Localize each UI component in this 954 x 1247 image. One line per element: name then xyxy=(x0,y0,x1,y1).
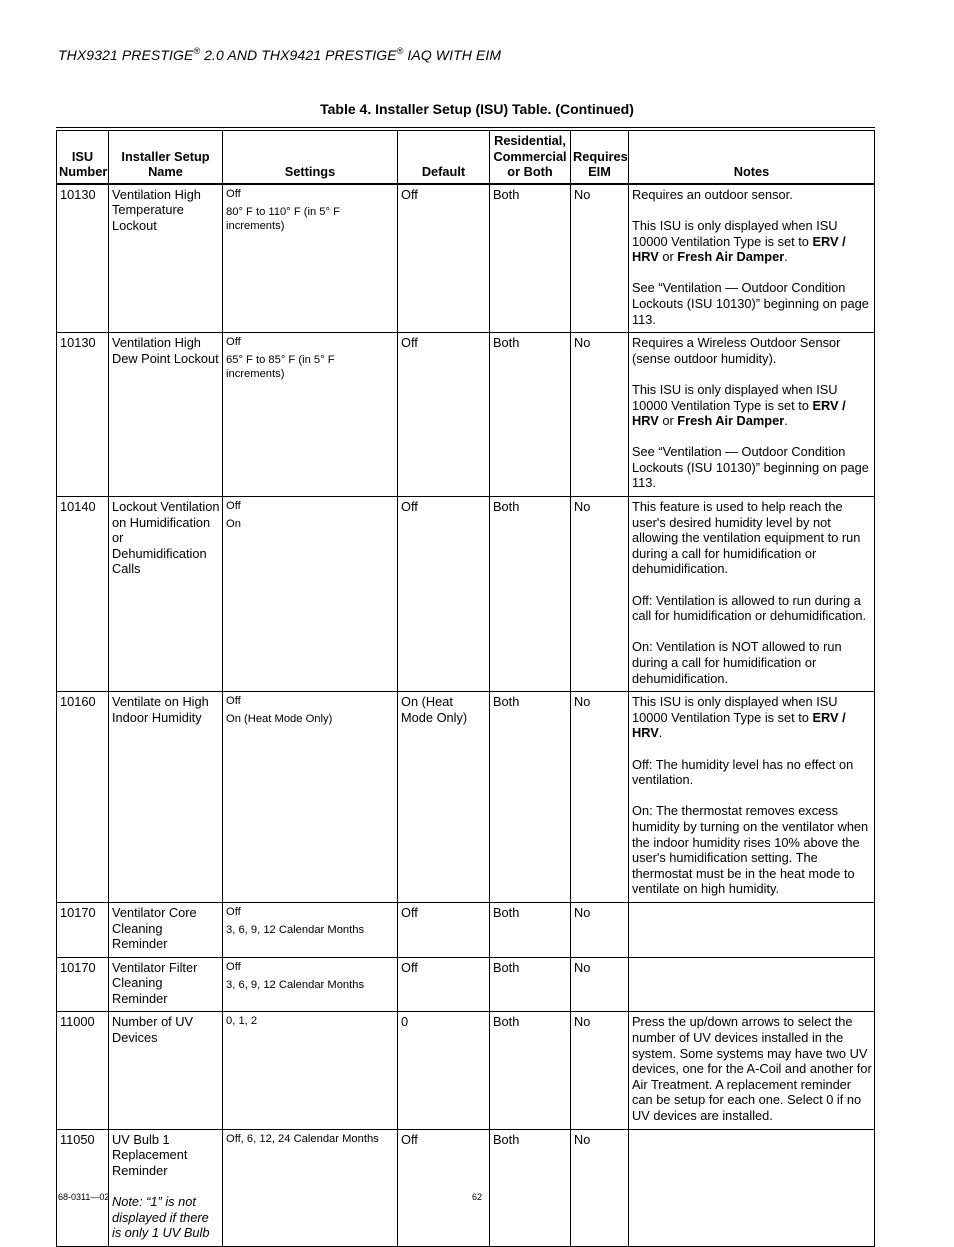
setting-option: On xyxy=(226,518,241,531)
isu-number-cell: 11050 xyxy=(57,1129,109,1246)
setting-option: Off xyxy=(226,500,241,513)
note-text: On: Ventilation is NOT allowed to run during a call for humidification or dehumidification. xyxy=(632,639,842,686)
isu-number-cell: 10130 xyxy=(57,333,109,497)
setting-option: 80° F to 110° F (in 5° F increments) xyxy=(226,205,340,232)
isu-number-cell: 10130 xyxy=(57,184,109,333)
column-header-isu: ISU Number xyxy=(57,129,109,184)
note-paragraph xyxy=(632,803,872,897)
table-row xyxy=(57,184,875,333)
note-paragraph xyxy=(632,639,872,686)
note-emphasis: ERV / HRV xyxy=(632,397,846,429)
table-row xyxy=(57,902,875,957)
residential-commercial-cell: Both xyxy=(490,1129,571,1246)
settings-cell xyxy=(223,957,398,1012)
default-cell: 0 xyxy=(398,1012,490,1129)
document-number: 68-0311—02 xyxy=(58,1192,110,1202)
note-text: or xyxy=(658,413,678,429)
note-text: See “Ventilation — Outdoor Condition Lockouts (ISU 10130)” beginning on page 113. xyxy=(632,444,869,491)
default-cell: On (Heat Mode Only) xyxy=(398,692,490,903)
setting-option: Off xyxy=(226,960,241,973)
document-header xyxy=(58,46,501,63)
default-cell: Off xyxy=(398,184,490,333)
isu-number-cell: 11000 xyxy=(57,1012,109,1129)
notes-cell xyxy=(629,1129,875,1246)
note-text: On: The thermostat removes excess humidity by turning on the ventilator when the indoor humidity rises 10% above the user's humidification setting. The thermostat must be in the heat mode to ventilate on high humidity. xyxy=(632,803,869,897)
notes-cell xyxy=(629,692,875,903)
column-header-eim: Requires EIM xyxy=(571,129,629,184)
table-row xyxy=(57,497,875,692)
setup-name-note: Note: “1” is not displayed if there is only 1 UV Bulb xyxy=(112,1194,210,1241)
note-paragraph xyxy=(632,335,872,366)
column-header-name: Installer Setup Name xyxy=(109,129,223,184)
setup-name-cell xyxy=(109,497,223,692)
residential-commercial-cell: Both xyxy=(490,333,571,497)
setup-name: Ventilate on High Indoor Humidity xyxy=(112,694,209,725)
column-header-settings: Settings xyxy=(223,129,398,184)
table-row xyxy=(57,692,875,903)
note-emphasis: Fresh Air Damper xyxy=(677,413,785,429)
settings-cell xyxy=(223,1012,398,1129)
settings-cell xyxy=(223,497,398,692)
setup-name-cell xyxy=(109,333,223,497)
requires-eim-cell: No xyxy=(571,1129,629,1246)
requires-eim-cell: No xyxy=(571,333,629,497)
setting-option: 65° F to 85° F (in 5° F increments) xyxy=(226,354,335,381)
note-paragraph xyxy=(632,694,872,741)
page-number: 62 xyxy=(471,1192,482,1202)
setup-name: Number of UV Devices xyxy=(112,1014,194,1046)
notes-cell xyxy=(629,1012,875,1129)
notes-cell xyxy=(629,333,875,497)
notes-cell xyxy=(629,184,875,333)
notes-cell xyxy=(629,902,875,957)
isu-number-cell: 10160 xyxy=(57,692,109,903)
setup-name: Ventilation High Temperature Lockout xyxy=(112,186,201,233)
setting-option: Off xyxy=(226,905,241,918)
default-cell: Off xyxy=(398,1129,490,1246)
note-text: This ISU is only displayed when ISU 10000 Ventilation Type is set to xyxy=(632,694,838,725)
note-paragraph xyxy=(632,280,872,327)
table-caption: Table 4. Installer Setup (ISU) Table. (Continued) xyxy=(320,101,634,117)
isu-table xyxy=(56,127,875,1247)
default-cell: Off xyxy=(398,902,490,957)
setup-name-cell xyxy=(109,1129,223,1246)
setup-name: Ventilator Filter Cleaning Reminder xyxy=(112,959,198,1006)
setup-name: UV Bulb 1 Replacement Reminder xyxy=(112,1131,188,1178)
note-paragraph xyxy=(632,499,872,577)
note-text: This ISU is only displayed when ISU 10000 Ventilation Type is set to xyxy=(632,217,838,249)
requires-eim-cell: No xyxy=(571,692,629,903)
isu-number-cell: 10140 xyxy=(57,497,109,692)
default-cell: Off xyxy=(398,957,490,1012)
setup-name: Lockout Ventilation on Humidification or Dehumidification Calls xyxy=(112,499,220,577)
table-row xyxy=(57,957,875,1012)
setting-option: 3, 6, 9, 12 Calendar Months xyxy=(226,978,365,991)
default-cell: Off xyxy=(398,497,490,692)
settings-cell xyxy=(223,692,398,903)
column-header-notes: Notes xyxy=(629,129,875,184)
residential-commercial-cell: Both xyxy=(490,692,571,903)
note-text: . xyxy=(658,725,663,741)
note-paragraph xyxy=(632,757,872,788)
table-row xyxy=(57,1012,875,1129)
header-part-3: IAQ WITH EIM xyxy=(403,47,502,63)
note-emphasis: ERV / HRV xyxy=(632,709,846,741)
setup-name: Ventilator Core Cleaning Reminder xyxy=(112,904,197,952)
notes-cell xyxy=(629,497,875,692)
note-emphasis: Fresh Air Damper xyxy=(677,249,785,265)
note-emphasis: ERV / HRV xyxy=(632,233,846,265)
setup-name-cell xyxy=(109,1012,223,1129)
requires-eim-cell: No xyxy=(571,902,629,957)
settings-cell xyxy=(223,902,398,957)
note-text: Requires an outdoor sensor. xyxy=(632,186,793,202)
table-row xyxy=(57,333,875,497)
setup-name-cell xyxy=(109,957,223,1012)
registered-mark: ® xyxy=(396,46,404,56)
note-text: Press the up/down arrows to select the number of UV devices installed in the system. Some systems may have two UV devices, one for the A-Coil and another for Air Treatment. A replacement reminder can be setup for each one. Select 0 if no UV devices are installed. xyxy=(632,1014,872,1124)
note-text: . xyxy=(784,249,788,265)
note-text: This ISU is only displayed when ISU 10000 Ventilation Type is set to xyxy=(632,381,838,413)
residential-commercial-cell: Both xyxy=(490,957,571,1012)
settings-cell xyxy=(223,184,398,333)
settings-cell xyxy=(223,1129,398,1246)
requires-eim-cell: No xyxy=(571,184,629,333)
column-header-default: Default xyxy=(398,129,490,184)
notes-cell xyxy=(629,957,875,1012)
default-cell: Off xyxy=(398,333,490,497)
note-paragraph xyxy=(632,187,872,203)
note-paragraph xyxy=(632,593,872,624)
note-text: Requires a Wireless Outdoor Sensor (sense outdoor humidity). xyxy=(632,335,841,366)
table-row xyxy=(57,1129,875,1246)
setting-option: Off xyxy=(226,187,241,200)
table-body xyxy=(57,184,875,1247)
note-paragraph xyxy=(632,382,872,429)
table-header-row xyxy=(57,129,875,184)
residential-commercial-cell: Both xyxy=(490,1012,571,1129)
requires-eim-cell: No xyxy=(571,497,629,692)
note-text: See “Ventilation — Outdoor Condition Lockouts (ISU 10130)” beginning on page 113. xyxy=(632,280,869,327)
note-text: Off: The humidity level has no effect on ventilation. xyxy=(632,756,854,788)
setting-option: 0, 1, 2 xyxy=(226,1015,258,1028)
setup-name-cell xyxy=(109,692,223,903)
requires-eim-cell: No xyxy=(571,957,629,1012)
setting-option: Off, 6, 12, 24 Calendar Months xyxy=(226,1132,379,1145)
residential-commercial-cell: Both xyxy=(490,184,571,333)
column-header-residential: Residential, Commercial or Both xyxy=(490,129,571,184)
settings-cell xyxy=(223,333,398,497)
note-paragraph xyxy=(632,1014,872,1123)
setting-option: Off xyxy=(226,695,241,708)
setup-name-cell xyxy=(109,902,223,957)
setting-option: On (Heat Mode Only) xyxy=(226,713,333,726)
setting-option: 3, 6, 9, 12 Calendar Months xyxy=(226,923,365,936)
note-text: This feature is used to help reach the user's desired humidity level by not allowing the ventilation equipment to run during a call for humidification or dehumidification. xyxy=(632,499,861,577)
isu-number-cell: 10170 xyxy=(57,957,109,1012)
setup-name-cell xyxy=(109,184,223,333)
setting-option: Off xyxy=(226,336,241,349)
header-part-2: 2.0 AND THX9421 PRESTIGE xyxy=(200,47,397,63)
residential-commercial-cell: Both xyxy=(490,497,571,692)
requires-eim-cell: No xyxy=(571,1012,629,1129)
note-text: Off: Ventilation is allowed to run during a call for humidification or dehumidification. xyxy=(632,592,867,624)
isu-number-cell: 10170 xyxy=(57,902,109,957)
note-text: . xyxy=(784,413,788,429)
residential-commercial-cell: Both xyxy=(490,902,571,957)
note-paragraph xyxy=(632,444,872,491)
header-part-1: THX9321 PRESTIGE xyxy=(58,47,194,63)
setup-name: Ventilation High Dew Point Lockout xyxy=(112,335,219,366)
note-paragraph xyxy=(632,218,872,265)
note-text: or xyxy=(658,249,678,265)
registered-mark: ® xyxy=(193,46,201,56)
